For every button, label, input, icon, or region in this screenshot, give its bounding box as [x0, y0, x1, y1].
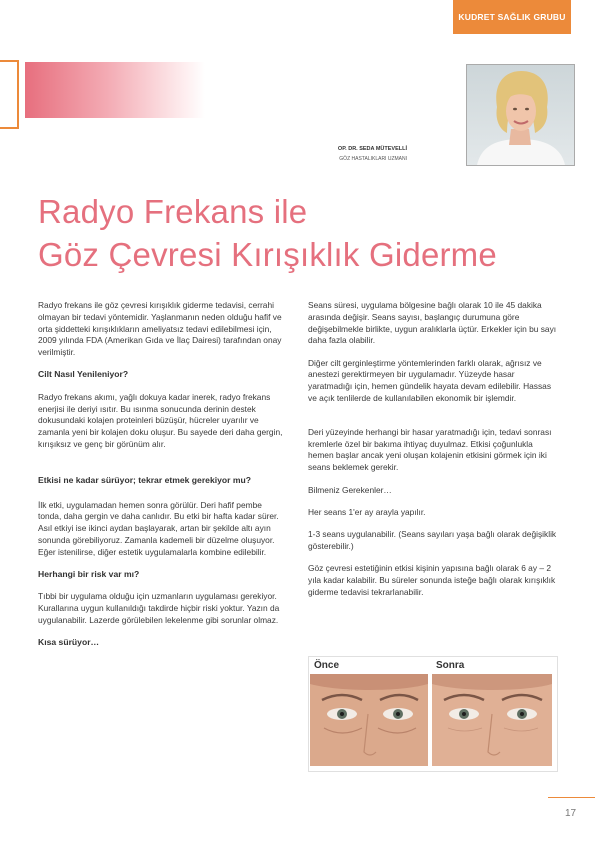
- paragraph: Diğer cilt gerginleştirme yöntemlerinden farklı olarak, ağrısız ve anestezi gerektirmeyen bir uygulamadır. Yüzeyde hasar yaratmadığı için, hemen gündelik hayata devam edilebilir. Hassas ve açık tenlilerde de kullanılabilen ekonomik bir işlemdir.: [308, 357, 552, 404]
- paragraph: Radyo frekans ile göz çevresi kırışıklık giderme tedavisi, cerrahi olmayan bir tedavi yöntemidir. Yaşlanmanın neden olduğu hafif ve orta şiddetteki kırışıklıkların ameliyatsız tedavi edilebilmesi için, 2009 yılında FDA (Amerikan Gıda ve İlaç Dairesi) tarafından onay verilmiştir.: [38, 300, 282, 358]
- author-name: OP. DR. SEDA MÜTEVELLİ: [337, 146, 407, 152]
- author-title: GÖZ HASTALIKLARI UZMANI: [339, 156, 407, 162]
- article-title: [38, 190, 558, 276]
- section-heading: Herhangi bir risk var mı?: [38, 569, 140, 580]
- decorative-banner: [25, 62, 205, 118]
- brand-header: KUDRET SAĞLIK GRUBU: [453, 0, 571, 34]
- paragraph: Deri yüzeyinde herhangi bir hasar yaratmadığı için, tedavi sonrası kremlerle özel bir bakıma ihtiyaç duyulmaz. Etkisi çoğunlukla hemen başlar ancak yeni oluşan kolajenin etkisini görmek için iki seans beklemek gerekir.: [308, 426, 552, 473]
- right-column: [308, 300, 558, 609]
- left-column: [38, 300, 283, 660]
- paragraph: 1-3 seans uygulanabilir. (Seans sayıları yaşa bağlı olarak değişiklik gösterebilir.): [308, 529, 557, 551]
- title-line-1: Radyo Frekans ile: [38, 193, 308, 230]
- page-number: 17: [565, 808, 577, 819]
- before-photo: [310, 674, 428, 766]
- corner-frame: [0, 60, 19, 129]
- paragraph: Göz çevresi estetiğinin etkisi kişinin yapısına bağlı olarak 6 ay – 2 yıla kadar kalabilir. Bu süreler sonunda isteğe bağlı olarak kırışıklık giderme tedavisi tekrarlanabilir.: [308, 563, 556, 597]
- paragraph: İlk etki, uygulamadan hemen sonra görülür. Deri hafif pembe tonda, daha gergin ve daha canlıdır. Bu etki bir hafta kadar sürer. Asıl etkiyi ise ikinci aydan başlayarak, artan bir şekilde altı ayın sonunda görebiliyoruz. Zamanla kademeli bir düzelme oluşuyor. Eğer istenilirse, diğer estetik uygulamalarla kombine edilebilir.: [38, 499, 279, 557]
- section-heading: Cilt Nasıl Yenileniyor?: [38, 369, 129, 380]
- before-label: Önce: [314, 660, 340, 671]
- after-photo: [432, 674, 552, 766]
- paragraph: Her seans 1'er ay arayla yapılır.: [308, 506, 426, 517]
- section-heading: Etkisi ne kadar sürüyor; tekrar etmek gerekiyor mu?: [38, 474, 252, 485]
- section-heading: Kısa sürüyor…: [38, 637, 100, 648]
- paragraph: Tıbbi bir uygulama olduğu için uzmanların uygulaması gerekiyor. Kurallarına uygun kullanıldığı takdirde hiçbir riski yoktur. Yazın da uygulanabilir. Lazerde görülebilen lekelenme gibi sorunlar olmaz.: [38, 591, 280, 625]
- paragraph: Seans süresi, uygulama bölgesine bağlı olarak 10 ile 45 dakika arasında değişir. Seans sayısı, başlangıç durumuna göre değişebilmekle birlikte, uygun aralıklarla üçtür. Erkekler için bu sayı daha fazla olabilir.: [308, 300, 557, 346]
- paragraph: Bilmeniz Gerekenler…: [308, 484, 392, 495]
- paragraph: Radyo frekans akımı, yağlı dokuya kadar inerek, radyo frekans enerjisi ile deriyi ısıtır. Bu ısınma sonucunda derinin destek dokusundaki kolajen proteinleri büzüşür, hücreler uyarılır ve zamanla yeni bir kolajen doku oluşur. Bu sayede deri daha gergin, kırışıksız ve genç bir görünüm alır.: [38, 391, 283, 449]
- after-label: Sonra: [436, 660, 465, 671]
- title-line-2: Göz Çevresi Kırışıklık Giderme: [38, 236, 497, 273]
- page-number-rule: [548, 797, 595, 798]
- author-portrait: [466, 64, 575, 166]
